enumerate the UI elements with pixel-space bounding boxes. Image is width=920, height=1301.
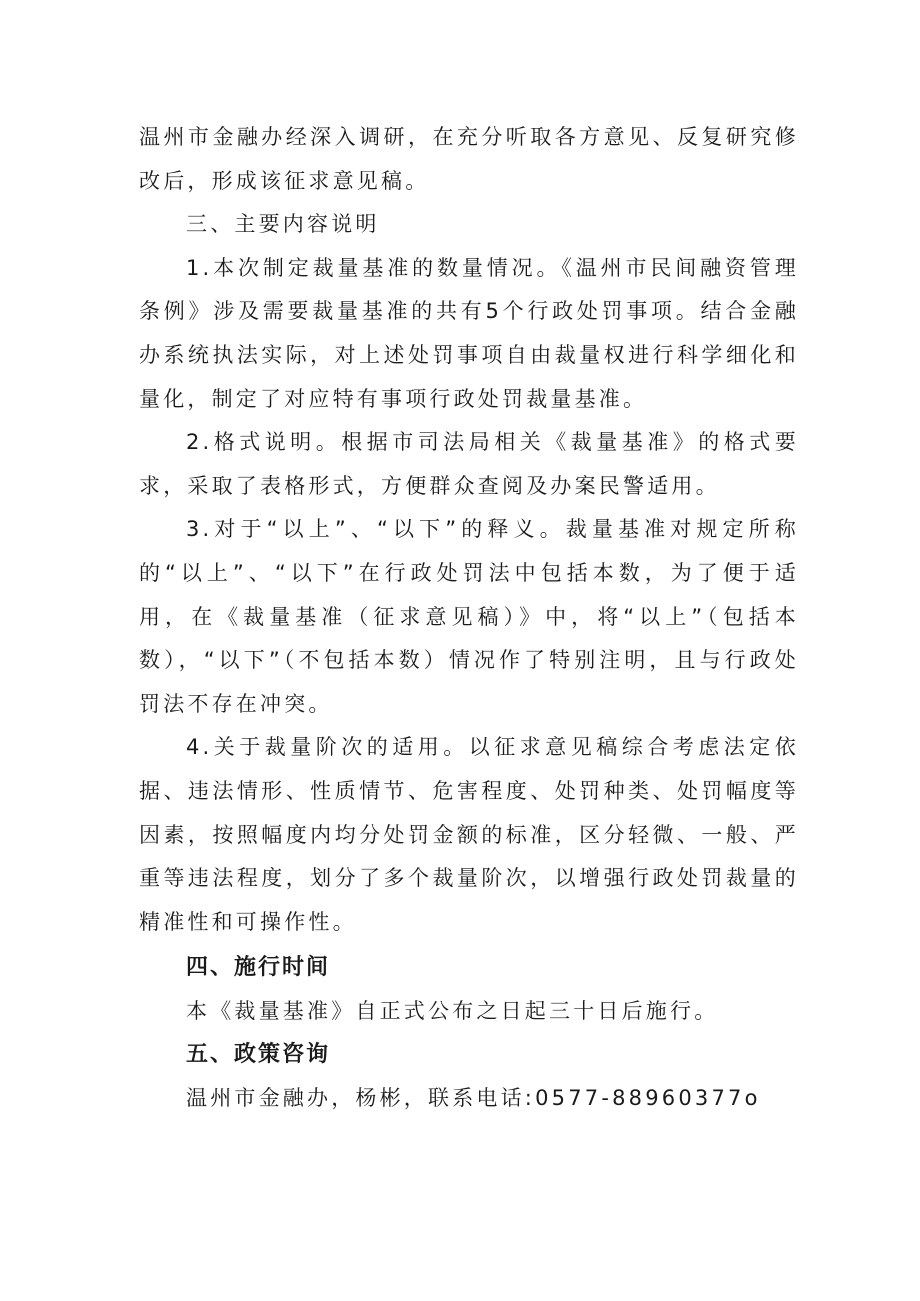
section-4-body: 本《裁量基准》自正式公布之日起三十日后施行。 [186,998,719,1023]
section-4-heading: 四、施行时间 [186,955,331,981]
section-5-body: 温州市金融办，杨彬，联系电话:0577-88960377o [186,1086,761,1111]
document-body [139,116,799,1121]
paragraph-intro: 温州市金融办经深入调研，在充分听取各方意见、反复研究修改后，形成该征求意见稿。 [139,125,799,193]
paragraph-item-3: 3.对于“以上”、“以下”的释义。裁量基准对规定所称的“以上”、“以下”在行政处罚法中包括本数，为了便于适用，在《裁量基准（征求意见稿）》中，将“以上”（包括本数），“以下”（不包括本数）情况作了特别注明，且与行政处罚法不存在冲突。 [139,517,799,716]
section-5-heading: 五、政策咨询 [186,1042,331,1068]
paragraph-item-2: 2.格式说明。根据市司法局相关《裁量基准》的格式要求，采取了表格形式，方便群众查阅及办案民警适用。 [139,430,799,498]
paragraph-item-1: 1.本次制定裁量基准的数量情况。《温州市民间融资管理条例》涉及需要裁量基准的共有5个行政处罚事项。结合金融办系统执法实际，对上述处罚事项自由裁量权进行科学细化和量化，制定了对应特有事项行政处罚裁量基准。 [139,255,799,411]
paragraph-item-4: 4.关于裁量阶次的适用。以征求意见稿综合考虑法定依据、违法情形、性质情节、危害程度、处罚种类、处罚幅度等因素，按照幅度内均分处罚金额的标准，区分轻微、一般、严重等违法程度，划分了多个裁量阶次，以增强行政处罚裁量的精准性和可操作性。 [139,735,799,934]
section-3-title: 三、主要内容说明 [186,212,380,237]
